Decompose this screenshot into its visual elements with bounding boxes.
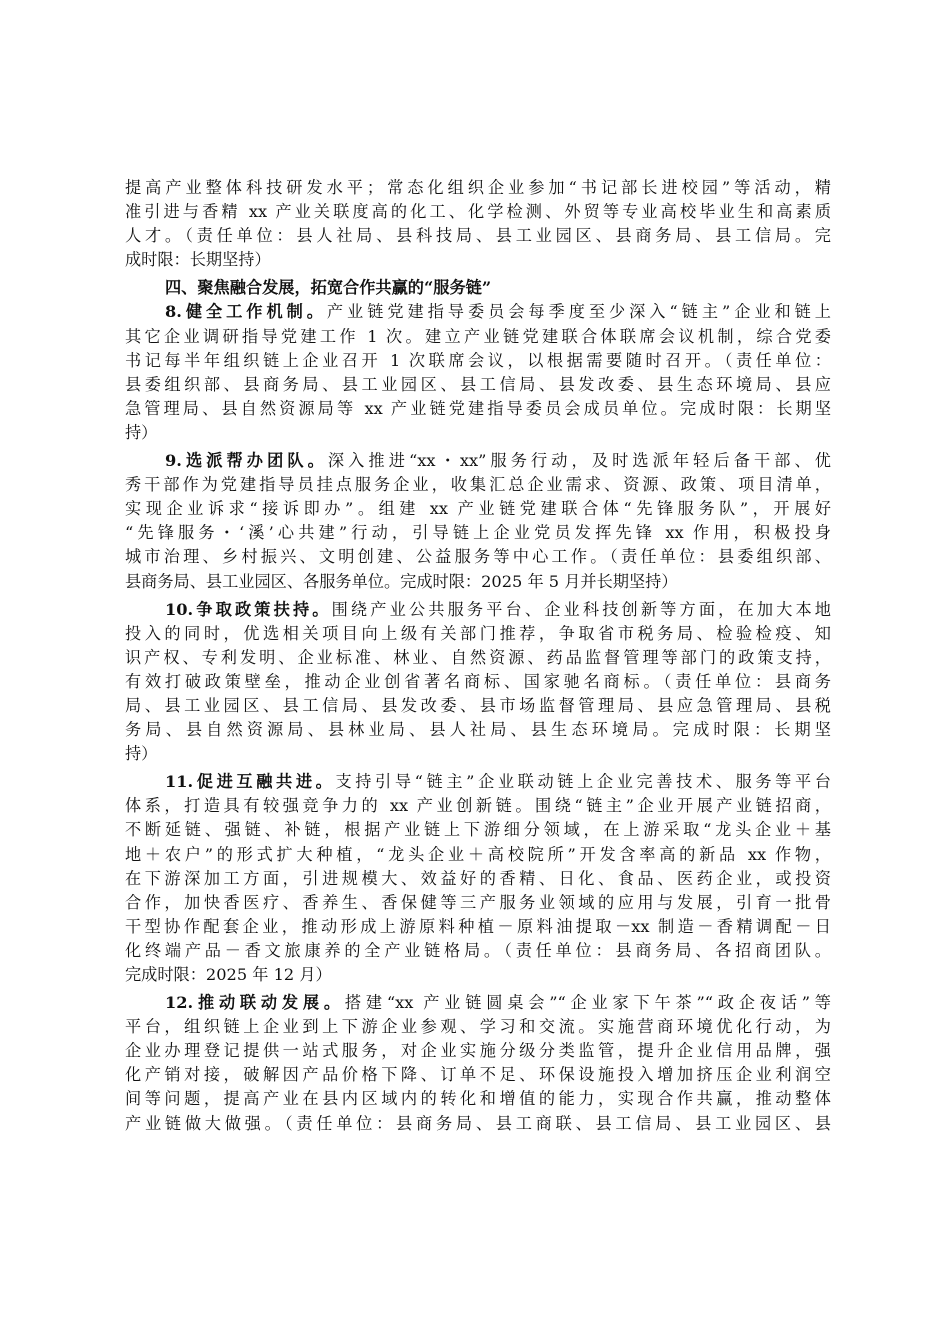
text-line: 化终端产品－香文旅康养的全产业链格局。（责任单位：县商务局、各招商团队。 bbox=[125, 940, 831, 960]
text-line: 产业链做大做强。（责任单位：县商务局、县工商联、县工信局、县工业园区、县 bbox=[125, 1113, 831, 1133]
paragraph-item-11 bbox=[125, 770, 831, 987]
text-line: 书记每半年组织链上企业召开 1 次联席会议，以根据需要随时召开。（责任单位： bbox=[125, 350, 831, 370]
text-line: 识产权、专利发明、企业标准、林业、自然资源、药品监督管理等部门的政策支持， bbox=[125, 647, 831, 667]
text-line: 有效打破政策壁垒，推动企业创省著名商标、国家驰名商标。（责任单位：县商务 bbox=[125, 671, 831, 691]
text-line: 秀干部作为党建指导员挂点服务企业，收集汇总企业需求、资源、政策、项目清单， bbox=[125, 475, 831, 495]
item-text: 支持引导“链主”企业联动链上企业完善技术、服务等平台 bbox=[335, 772, 831, 792]
text-line: 准引进与香精 xx 产业关联度高的化工、化学检测、外贸等专业高校毕业生和高素质 bbox=[125, 202, 831, 222]
text-line bbox=[125, 598, 831, 622]
text-line: 实现企业诉求“接诉即办”。组建 xx 产业链党建联合体“先锋服务队”，开展好 bbox=[125, 499, 831, 519]
text-line: 体系，打造具有较强竞争力的 xx 产业创新链。围绕“链主”企业开展产业链招商， bbox=[125, 796, 831, 816]
text-line: 县商务局、县工业园区、各服务单位。完成时限：2025 年 5 月并长期坚持） bbox=[125, 571, 678, 591]
paragraph-item-8 bbox=[125, 300, 831, 445]
text-line: 县委组织部、县商务局、县工业园区、县工信局、县发改委、县生态环境局、县应 bbox=[125, 374, 831, 394]
text-line: 成时限：长期坚持） bbox=[125, 250, 271, 270]
text-line: 化产销对接，破解因产品价格下降、订单不足、环保设施投入增加挤压企业利润空 bbox=[125, 1065, 831, 1085]
item-title: 10.争取政策扶持。 bbox=[165, 599, 332, 619]
text-line bbox=[125, 991, 831, 1015]
paragraph-item-9 bbox=[125, 449, 831, 594]
text-line: “先锋服务・‘溪’心共建”行动，引导链上企业党员发挥先锋 xx 作用，积极投身 bbox=[125, 523, 831, 543]
text-line: 急管理局、县自然资源局等 xx 产业链党建指导委员会成员单位。完成时限：长期坚 bbox=[125, 398, 831, 418]
item-title: 8.健全工作机制。 bbox=[165, 302, 327, 322]
text-line: 务局、县自然资源局、县林业局、县人社局、县生态环境局。完成时限：长期坚 bbox=[125, 720, 831, 740]
text-line bbox=[125, 449, 831, 473]
text-line: 持） bbox=[125, 422, 158, 442]
item-text: 搭建“xx 产业链圆桌会”“企业家下午茶”“政企夜话”等 bbox=[344, 993, 831, 1013]
text-line: 不断延链、强链、补链，根据产业链上下游细分领域，在上游采取“龙头企业＋基 bbox=[125, 820, 831, 840]
text-line: 在下游深加工方面，引进规模大、效益好的香精、日化、食品、医药企业，或投资 bbox=[125, 868, 831, 888]
item-text: 围绕产业公共服务平台、企业科技创新等方面，在加大本地 bbox=[331, 599, 831, 619]
text-line: 完成时限：2025 年 12 月） bbox=[125, 965, 332, 984]
item-title: 11.促进互融共进。 bbox=[165, 772, 336, 792]
text-line: 提高产业整体科技研发水平；常态化组织企业参加“书记部长进校园”等活动，精 bbox=[125, 178, 831, 197]
text-line: 局、县工业园区、县工信局、县发改委、县市场监督管理局、县应急管理局、县税 bbox=[125, 695, 831, 715]
text-line: 合作，加快香医疗、香养生、香保健等三产服务业领域的应用与发展，引育一批骨 bbox=[125, 892, 831, 912]
item-text: 深入推进“xx・xx”服务行动，及时选派年轻后备干部、优 bbox=[327, 451, 831, 471]
text-line bbox=[125, 300, 831, 324]
document-page bbox=[125, 176, 831, 1140]
paragraph-talent bbox=[125, 176, 831, 272]
text-line: 城市治理、乡村振兴、文明创建、公益服务等中心工作。（责任单位：县委组织部、 bbox=[125, 547, 831, 567]
text-line: 人才。（责任单位：县人社局、县科技局、县工业园区、县商务局、县工信局。完 bbox=[125, 226, 831, 246]
text-line: 企业办理登记提供一站式服务，对企业实施分级分类监管，提升企业信用品牌，强 bbox=[125, 1041, 831, 1061]
text-line: 地＋农户”的形式扩大种植，“龙头企业＋高校院所”开发含率高的新品 xx 作物， bbox=[125, 844, 831, 864]
text-line: 其它企业调研指导党建工作 1 次。建立产业链党建联合体联席会议机制，综合党委 bbox=[125, 326, 831, 346]
text-line: 持） bbox=[125, 744, 158, 764]
text-line: 间等问题，提高产业在县内区域内的转化和增值的能力，实现合作共赢，推动整体 bbox=[125, 1089, 831, 1109]
text-line: 投入的同时，优选相关项目向上级有关部门推荐，争取省市税务局、检验检疫、知 bbox=[125, 623, 831, 643]
item-title: 12.推动联动发展。 bbox=[165, 993, 345, 1013]
paragraph-item-10 bbox=[125, 598, 831, 767]
text-line bbox=[125, 770, 831, 794]
text-line: 平台，组织链上企业到上下游企业参观、学习和交流。实施营商环境优化行动，为 bbox=[125, 1017, 831, 1037]
item-text: 产业链党建指导委员会每季度至少深入“链主”企业和链上 bbox=[326, 302, 831, 322]
section-heading: 四、聚焦融合发展，拓宽合作共赢的“服务链” bbox=[165, 278, 492, 298]
paragraph-item-12 bbox=[125, 991, 831, 1136]
text-line: 干型协作配套企业，推动形成上游原料种植－原料油提取－xx 制造－香精调配－日 bbox=[125, 916, 831, 936]
item-title: 9.选派帮办团队。 bbox=[165, 451, 328, 471]
